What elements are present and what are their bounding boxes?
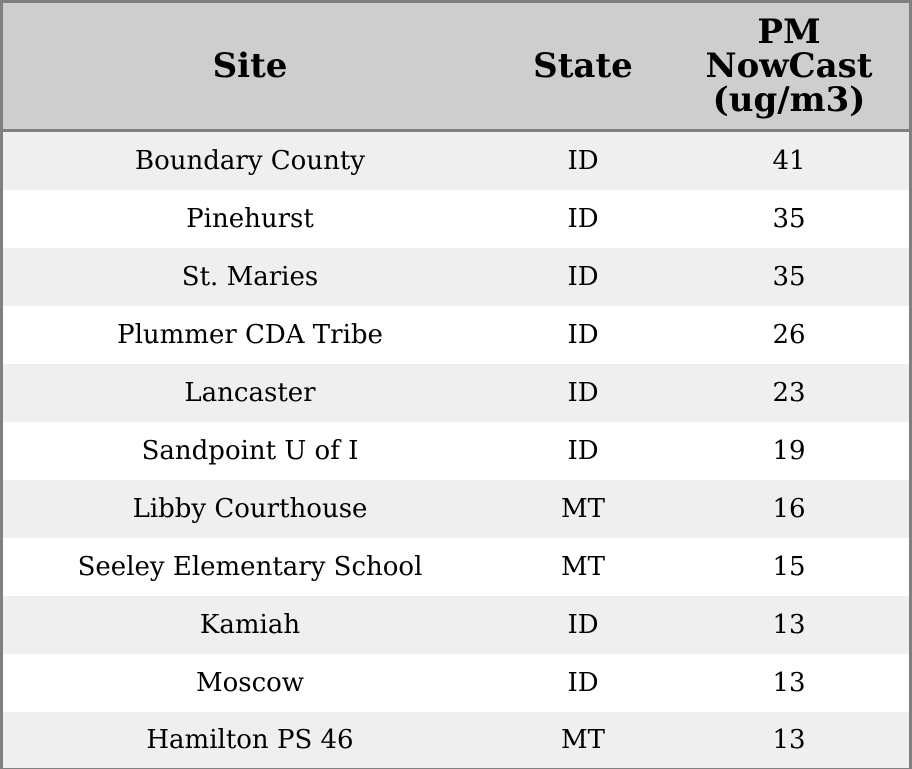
cell-site: Libby Courthouse <box>132 494 368 524</box>
cell-site: Hamilton PS 46 <box>146 725 354 755</box>
table-row <box>3 538 909 596</box>
cell-pm: 19 <box>772 436 806 466</box>
cell-pm: 16 <box>772 494 806 524</box>
table-row <box>3 248 909 306</box>
cell-pm: 41 <box>772 146 806 176</box>
cell-state: ID <box>567 610 599 640</box>
cell-state: ID <box>567 378 599 408</box>
header-pm-line3: (ug/m3) <box>712 80 866 120</box>
cell-state: ID <box>567 436 599 466</box>
cell-pm: 35 <box>772 204 806 234</box>
cell-pm: 13 <box>772 725 806 755</box>
table-row <box>3 132 909 190</box>
table-row <box>3 654 909 712</box>
cell-state: ID <box>567 320 599 350</box>
cell-state: ID <box>567 668 599 698</box>
table-row <box>3 190 909 248</box>
cell-pm: 13 <box>772 668 806 698</box>
cell-site: Sandpoint U of I <box>141 436 359 466</box>
cell-pm: 15 <box>772 552 806 582</box>
header-site: Site <box>212 46 288 86</box>
table-row <box>3 712 909 768</box>
table-body <box>3 132 909 768</box>
cell-state: ID <box>567 146 599 176</box>
header-pm-nowcast <box>669 3 909 129</box>
table-row <box>3 596 909 654</box>
cell-state: MT <box>561 725 605 755</box>
cell-site: Plummer CDA Tribe <box>117 320 383 350</box>
header-state: State <box>533 46 633 86</box>
cell-site: Kamiah <box>199 610 301 640</box>
cell-pm: 13 <box>772 610 806 640</box>
cell-state: MT <box>561 552 605 582</box>
table-row <box>3 306 909 364</box>
header-pm-line1: PM <box>757 12 821 52</box>
header-pm-line2: NowCast <box>705 46 873 86</box>
cell-pm: 23 <box>772 378 806 408</box>
cell-site: Pinehurst <box>186 204 314 234</box>
cell-site: Lancaster <box>184 378 316 408</box>
table-row <box>3 480 909 538</box>
cell-pm: 35 <box>772 262 806 292</box>
cell-pm: 26 <box>772 320 806 350</box>
cell-site: St. Maries <box>181 262 319 292</box>
cell-state: ID <box>567 204 599 234</box>
cell-site: Moscow <box>195 668 305 698</box>
table-row <box>3 364 909 422</box>
cell-site: Boundary County <box>135 146 365 176</box>
table-row <box>3 422 909 480</box>
cell-state: ID <box>567 262 599 292</box>
cell-state: MT <box>561 494 605 524</box>
cell-site: Seeley Elementary School <box>77 552 423 582</box>
table-header-row <box>3 3 909 132</box>
